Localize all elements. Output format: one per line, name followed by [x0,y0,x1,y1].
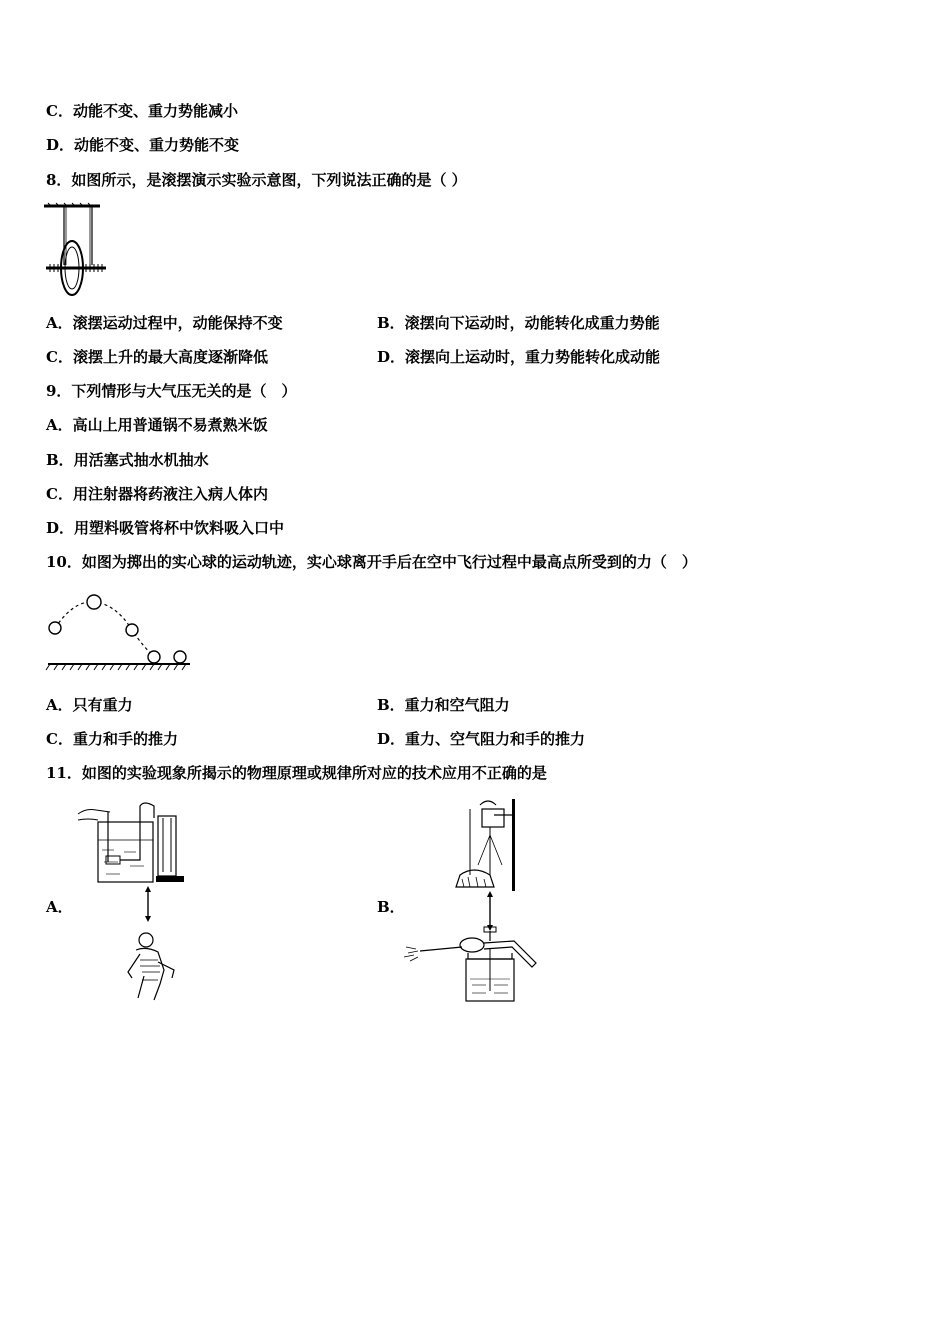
q10-stem: 10．如图为掷出的实心球的运动轨迹，实心球离开手后在空中飞行过程中最高点所受到的力（ ） [46,553,697,571]
ball-trajectory-figure [44,590,194,672]
rolling-pendulum-figure [42,203,112,303]
q8-stem: 8．如图所示，是滚摆演示实验示意图，下列说法正确的是（ ） [46,171,467,189]
q10-option-d: D．重力、空气阻力和手的推力 [377,730,586,748]
q9-option-c: C．用注射器将药液注入病人体内 [46,485,268,503]
q9-option-b: B．用活塞式抽水机抽水 [46,451,209,469]
q8-option-b: B．滚摆向下运动时，动能转化成重力势能 [377,314,660,332]
q7-option-c: C．动能不变、重力势能减小 [46,102,238,120]
q8-option-d: D．滚摆向上运动时，重力势能转化成动能 [377,348,661,366]
q11-stem: 11．如图的实验现象所揭示的物理原理或规律所对应的技术应用不正确的是 [46,764,547,782]
q9-option-a: A．高山上用普通锅不易煮熟米饭 [46,416,268,434]
q9-option-d: D．用塑料吸管将杯中饮料吸入口中 [46,519,285,537]
q11-option-a-label: A． [46,898,73,916]
q8-option-c: C．滚摆上升的最大高度逐渐降低 [46,348,268,366]
pressure-experiment-diver-figure [74,800,194,1005]
q10-option-b: B．重力和空气阻力 [377,696,510,714]
q10-option-a: A．只有重力 [46,696,133,714]
q7-option-d: D．动能不变、重力势能不变 [46,136,240,154]
q9-stem: 9．下列情形与大气压无关的是（ ） [46,382,297,400]
q11-option-b-label: B． [377,898,405,916]
q10-option-c: C．重力和手的推力 [46,730,178,748]
airflow-experiment-sprayer-figure [402,795,552,1005]
q8-option-a: A．滚摆运动过程中，动能保持不变 [46,314,283,332]
